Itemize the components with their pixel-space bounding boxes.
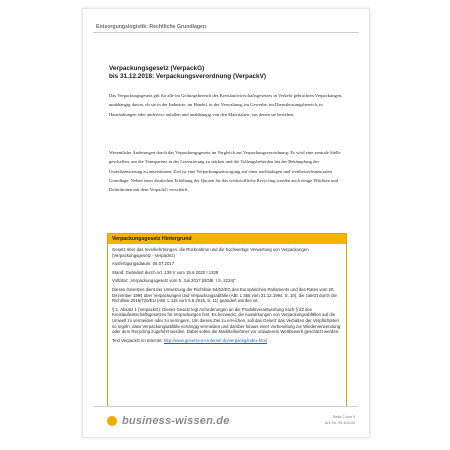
running-head: Entsorgungslogistik: Rechtliche Grundlagen xyxy=(96,24,207,30)
body-paragraph-1: Das Verpackungsgesetz gilt für alle im Geltungsbereich des Kreislaufwirtschaftsgesetzes in Verkehr gebrachten Verpackungen, unabhängig davon, ob sie in der Industrie, im Handel, in der Verwaltung, im Gewerbe, im Dienstleistungsbereich, in Haushaltungen oder anderswo anfallen und unabhängig von den Materialien, aus denen sie bestehen. xyxy=(109,93,343,117)
brand-logo xyxy=(107,415,230,427)
logo-dot-icon xyxy=(107,416,117,426)
box-line-status: Stand: Geändert durch Art. 139 V vom 19.6.2020 I 1328 xyxy=(112,269,219,275)
info-box-heading: Verpackungsgesetz Hintergrund xyxy=(108,234,346,244)
box-line-paragraph-1: § 1, Absatz 1 (VerpackG): Dieses Gesetz legt Anforderungen an die Produktverantwortung nach § 23 des Kreislaufwirtschaftsgesetzes für Verpackungen fest. Es bezweckt, die Auswirkungen von Verpackungsabfällen auf die Umwelt zu vermeiden oder zu verringern. Um dieses Ziel zu erreichen, soll das Gesetz das Verhalten der Verpflichteten so regeln, dass Verpackungsabfälle vorrangig vermieden und darüber hinaus einer Vorbereitung zur Wiederverwendung oder dem Recycling zugeführt werden. Dabei sollen die Marktteilnehmer vor unlauterem Wettbewerb geschützt werden. xyxy=(112,306,341,335)
box-line-law-title: Gesetz über das Inverkehrbringen, die Rücknahme und die hochwertige Verwertung von Verpackungen (Verpackungsgesetz - VerpackG) xyxy=(112,247,309,258)
info-box xyxy=(107,233,347,407)
box-line-link xyxy=(112,338,342,344)
title-line-2: bis 31.12.2018: Verpackungsverordnung (VerpackV) xyxy=(109,73,266,80)
box-line-citation: Vollzitat: „Verpackungsgesetz vom 5. Juli 2017 (BGBl. I S. 2234)“ xyxy=(112,278,236,284)
logo-text: business-wissen.de xyxy=(122,415,230,427)
article-number: Art.-Nr. 99.103.03 xyxy=(325,420,355,425)
header-divider xyxy=(93,32,359,33)
law-link[interactable]: http://www.gesetze-im-internet.de/verpackg/index.html xyxy=(163,337,267,343)
link-prefix: Text VerpackG im Internet: xyxy=(112,337,164,343)
box-line-date: Ausfertigungsdatum: 05.07.2017 xyxy=(112,261,175,267)
page-number: Seite 2 von 9 xyxy=(332,415,355,419)
footer-divider xyxy=(93,406,359,407)
info-box-body xyxy=(108,244,346,349)
page-title xyxy=(109,65,349,81)
body-paragraph-2: Wesentliche Änderungen durch das Verpackungsgesetz im Vergleich zur Verpackungsverordnung: Es wird eine zentrale Stelle geschaffen, um die Transparenz in der Lizenzierung zu stärken und die Vollzugsbehörden bei der Bekämpfung der Unterlizenzierung zu unterstützen. Ziel ist eine Verpackungsentsorgung auf einer nachhaltigen und wettbewerbsneutralen Grundlage. Neben einer deutlichen Erhöhung der Quoten für das werkstoffliche Recycling werden auch einige Pflichten und Definitionen mit dem VerpackG verschärft. xyxy=(109,150,341,193)
document-page xyxy=(82,8,370,438)
box-line-directive: Dieses Gesetzes dient der Umsetzung der Richtlinie 94/62/EG des Europäischen Parlaments und des Rates vom 20. Dezember 1994 über Verpackungen und Verpackungsabfälle (ABl. L 365 vom 31.12.1994, S. 10), die zuletzt durch die Richtlinie 2015/720/EU (ABl. L 115 vom 6.5.2015, S. 11) geändert worden ist. xyxy=(112,286,337,304)
title-line-1: Verpackungsgesetz (VerpackG) xyxy=(109,65,205,72)
page-info xyxy=(325,415,355,426)
